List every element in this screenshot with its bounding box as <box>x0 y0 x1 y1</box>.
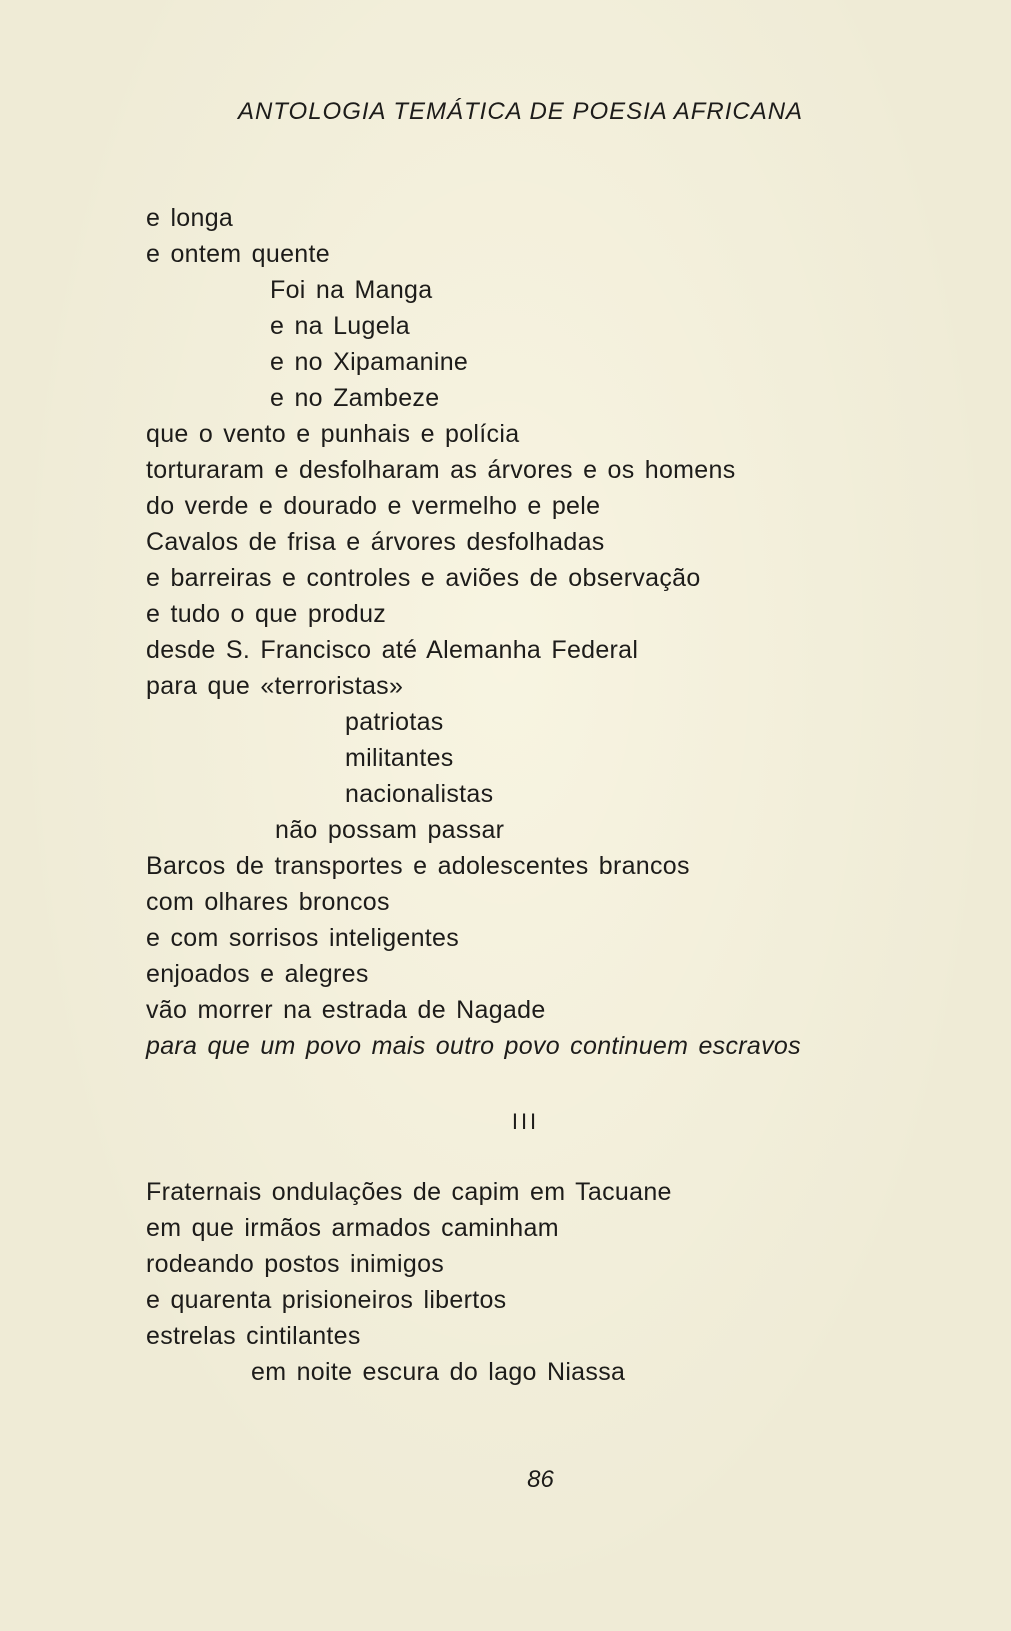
poem-line: e na Lugela <box>270 312 410 340</box>
poem-line: Fraternais ondulações de capim em Tacuane <box>146 1178 672 1206</box>
poem-line: em que irmãos armados caminham <box>146 1214 559 1242</box>
poem-line: em noite escura do lago Niassa <box>251 1358 626 1386</box>
page-number: 86 <box>527 1466 554 1493</box>
poem-line: e barreiras e controles e aviões de observação <box>146 564 701 592</box>
poem-line: e no Xipamanine <box>270 348 469 376</box>
poem-line: vão morrer na estrada de Nagade <box>146 996 546 1024</box>
poem-line: Barcos de transportes e adolescentes brancos <box>146 852 690 880</box>
poem-line: Cavalos de frisa e árvores desfolhadas <box>146 528 605 556</box>
poem-line: do verde e dourado e vermelho e pele <box>146 492 601 520</box>
poem-line: e ontem quente <box>146 240 330 268</box>
poem-line: patriotas <box>345 708 444 736</box>
running-head: ANTOLOGIA TEMÁTICA DE POESIA AFRICANA <box>237 98 804 125</box>
poem-line: não possam passar <box>275 816 505 844</box>
poem-line: que o vento e punhais e polícia <box>146 420 520 448</box>
poem-line-italic: para que um povo mais outro povo continuem escravos <box>146 1032 801 1060</box>
poem-line: com olhares broncos <box>146 888 390 916</box>
poem-line: rodeando postos inimigos <box>146 1250 445 1278</box>
poem-line: e com sorrisos inteligentes <box>146 924 460 952</box>
poem-line: e no Zambeze <box>270 384 440 412</box>
poem-line: torturaram e desfolharam as árvores e os homens <box>146 456 736 484</box>
poem-line: para que «terroristas» <box>146 672 404 700</box>
poem-line: desde S. Francisco até Alemanha Federal <box>146 636 639 664</box>
poem-stanza-1 <box>146 200 966 1064</box>
poem-line: e tudo o que produz <box>146 600 387 628</box>
poem-line: enjoados e alegres <box>146 960 369 988</box>
poem-line: e quarenta prisioneiros libertos <box>146 1286 507 1314</box>
poem-line: e longa <box>146 204 234 232</box>
poem-line: militantes <box>345 744 454 772</box>
poem-line: nacionalistas <box>345 780 494 808</box>
poem-line: estrelas cintilantes <box>146 1322 361 1350</box>
poem-line: Foi na Manga <box>270 276 433 304</box>
poem-stanza-2 <box>146 1174 966 1390</box>
section-number: III <box>511 1109 540 1134</box>
